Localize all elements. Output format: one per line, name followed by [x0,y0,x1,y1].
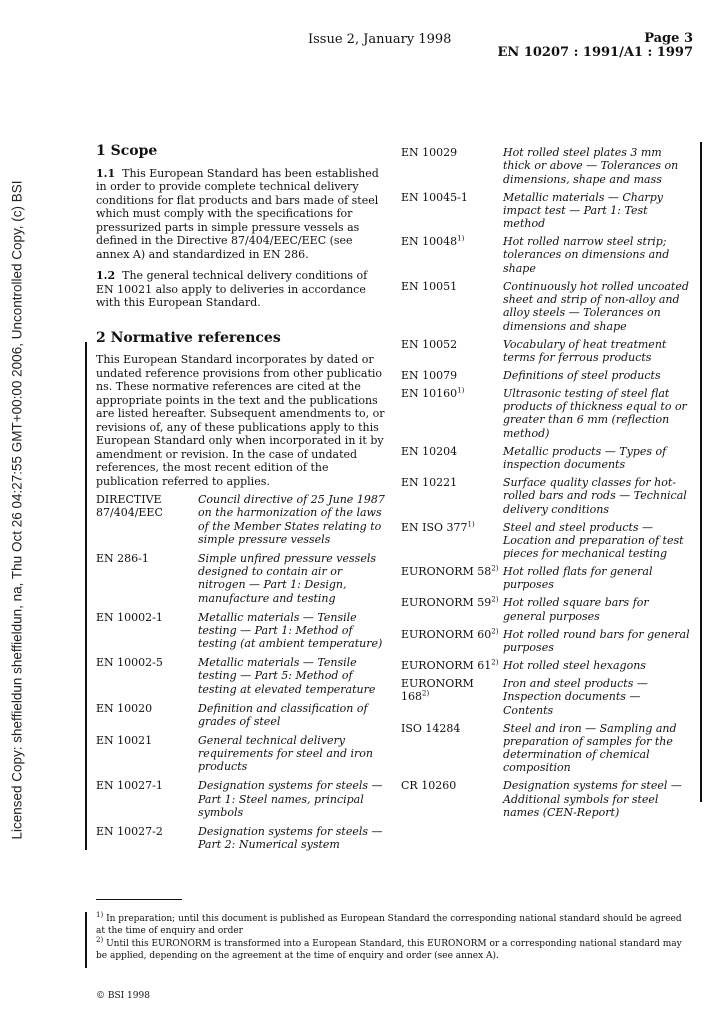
footnote-marker: 1) [457,386,465,395]
footnote-rule [96,899,182,900]
reference-code-text: EN 10002-1 [96,610,163,624]
reference-code [96,702,198,729]
reference-code [401,280,503,333]
footnote-marker: 2) [491,658,499,667]
reference-row [96,656,390,696]
reference-title: Designation systems for steels — Part 1: Steel names, principal symbols [198,779,383,819]
reference-code [96,493,198,546]
reference-title: Continuously hot rolled uncoated sheet and strip of non-alloy and alloy steels — Tolerances on dimensions and shape [503,279,689,333]
reference-code [96,611,198,651]
change-bar-footnote [85,912,87,968]
reference-code [96,779,198,819]
reference-title: Council directive of 25 June 1987 on the harmonization of the laws of the Member States relating to simple pressure vessels [198,493,385,546]
reference-code-text: EN 10048 [401,235,458,249]
reference-code-text: CR 10260 [401,779,457,793]
left-column-text [96,145,386,496]
reference-title: Designation systems for steels — Part 2: Numerical system [198,824,383,851]
issue-date: Issue 2, January 1998 [308,32,452,47]
reference-list-left [96,493,390,857]
footnote-marker: 2) [491,564,499,573]
reference-row [401,235,693,275]
reference-row [96,552,390,605]
reference-code [96,552,198,605]
reference-title: Designation systems for steel — Additional symbols for steel names (CEN-Report) [503,779,682,820]
reference-row [96,493,390,546]
reference-row [401,779,693,819]
reference-row [401,677,693,717]
footnote-mark: 1) [96,911,104,919]
normative-references-text: This European Standard incorporates by dated or undated reference provisions from other publicatio ns. These normative references are cited at the appropriate points in the text and the publications are listed hereafter. Subsequent amendments to, or revisions of, any of these publications apply to this European Standard only when incorporated in it by amendment or revision. In the case of undated references, the most recent edition of the publication referred to applies. [96,353,385,488]
clause-number: 1.1 [96,166,116,180]
reference-row [401,521,693,561]
reference-code-text: EN 10221 [401,476,458,490]
reference-code-text: EURONORM 60 [401,627,492,641]
reference-code [401,779,503,819]
copyright: © BSI 1998 [96,991,150,1001]
reference-code-text: DIRECTIVE 87/404/EEC [96,493,163,520]
reference-code-text: EN 10051 [401,279,458,293]
license-watermark [6,0,28,1024]
license-watermark-text: Licensed Copy: sheffieldun sheffieldun, na, Thu Oct 26 04:27:55 GMT+00:00 2006, Uncontrolled Copy, (c) BSI [9,180,25,840]
reference-row [96,611,390,651]
scope-paragraph-1 [96,167,386,262]
clause-number: 1.2 [96,269,116,282]
reference-row [401,387,693,440]
reference-code [401,596,503,623]
reference-code [401,722,503,775]
normative-references-heading: 2 Normative references [96,329,281,346]
reference-title: Hot rolled flats for general purposes [503,565,653,592]
reference-code-text: EN 10045-1 [401,190,468,204]
reference-title: General technical delivery requirements for steel and iron products [198,733,373,774]
reference-row [401,565,693,592]
reference-title: Metallic products — Types of inspection documents [503,444,667,472]
footnote [96,936,686,962]
reference-row [401,596,693,623]
reference-list-right [401,146,693,824]
footnote [96,911,686,937]
footnote-marker: 2) [422,689,430,698]
standard-number: EN 10207 : 1991/A1 : 1997 [497,45,693,60]
reference-code-text: EN 10052 [401,337,458,351]
reference-title: Definition and classification of grades of steel [198,701,368,728]
page-number: Page 3 [644,31,693,46]
footnote-marker: 1) [457,234,465,243]
reference-code-text: EURONORM 61 [401,659,492,673]
reference-title: Steel and iron — Sampling and preparation of samples for the determination of chemical composition [503,721,677,775]
reference-row [401,445,693,472]
reference-row [401,146,693,186]
reference-code-text: EN 10002-5 [96,656,163,670]
reference-code-text: EURONORM 168 [401,677,474,704]
reference-code [96,825,198,852]
change-bar-left [85,342,87,850]
reference-row [96,734,390,774]
change-bar-right [700,142,702,802]
reference-code-text: EN 286-1 [96,551,149,565]
reference-title: Hot rolled steel hexagons [503,659,646,673]
clause-text: The general technical delivery conditions of EN 10021 also apply to deliveries in accordance with this European Standard. [96,269,368,309]
reference-code-text: EN 10021 [96,733,153,747]
reference-row [96,702,390,729]
reference-code [401,521,503,561]
reference-row [401,659,693,672]
reference-row [401,369,693,382]
reference-code-text: EURONORM 59 [401,596,492,610]
reference-title: Surface quality classes for hot-rolled bars and rods — Technical delivery conditions [503,476,687,516]
reference-row [401,722,693,775]
reference-code [96,656,198,696]
reference-code-text: EN 10160 [401,386,458,400]
reference-row [401,476,693,516]
reference-row [96,779,390,819]
reference-code-text: ISO 14284 [401,721,461,735]
reference-code [401,146,503,186]
reference-row [401,280,693,333]
reference-title: Hot rolled round bars for general purposes [503,627,690,655]
scope-paragraph-2 [96,269,386,310]
reference-title: Hot rolled square bars for general purposes [503,596,649,623]
reference-code [401,369,503,382]
reference-title: Metallic materials — Tensile testing — Part 5: Method of testing at elevated temperature [198,656,376,696]
reference-title: Definitions of steel products [503,368,661,382]
footnote-text: Until this EURONORM is transformed into a European Standard, this EURONORM or a corresponding national standard may be applied, depending on the agreement at the time of enquiry and order (see annex A). [96,939,682,961]
reference-code [401,565,503,592]
footnote-mark: 2) [96,936,104,944]
reference-title: Simple unfired pressure vessels designed to contain air or nitrogen — Part 1: Design, manufacture and testing [198,551,376,605]
reference-row [401,628,693,655]
page-header [498,32,694,60]
reference-title: Ultrasonic testing of steel flat products of thickness equal to or greater than 6 mm (reflection method) [503,386,687,440]
reference-code-text: EURONORM 58 [401,565,492,579]
reference-code [401,387,503,440]
reference-title: Vocabulary of heat treatment terms for ferrous products [503,337,667,364]
reference-code [401,476,503,516]
footnote-marker: 2) [491,627,499,636]
footnote-marker: 2) [491,595,499,604]
reference-row [96,825,390,852]
reference-code [401,191,503,231]
reference-row [401,191,693,231]
reference-code-text: EN 10027-2 [96,824,163,838]
reference-code-text: EN 10027-1 [96,779,163,793]
reference-title: Hot rolled steel plates 3 mm thick or above — Tolerances on dimensions, shape and mass [503,146,679,186]
reference-title: Iron and steel products — Inspection documents — Contents [503,677,648,717]
scope-heading: 1 Scope [96,143,158,159]
footnotes [96,911,686,964]
reference-code [401,235,503,275]
reference-code [96,734,198,774]
reference-code-text: EN 10020 [96,701,153,715]
reference-code [401,659,503,672]
reference-code-text: EN ISO 377 [401,520,468,534]
reference-title: Metallic materials — Charpy impact test — Part 1: Test method [503,190,663,231]
footnote-marker: 1) [467,519,475,528]
reference-code [401,445,503,472]
reference-code [401,628,503,655]
reference-title: Hot rolled narrow steel strip; tolerances on dimensions and shape [503,235,670,275]
reference-code-text: EN 10029 [401,146,458,159]
reference-title: Steel and steel products — Location and preparation of test pieces for mechanical testing [503,520,684,561]
clause-text: This European Standard has been established in order to provide complete technical delivery conditions for flat products and bars made of steel which must comply with the specifications for pressurized parts in simple pressure vessels as defined in the Directive 87/404/EEC/EEC (see annex A) and standardized in EN 286. [96,166,379,261]
reference-code-text: EN 10079 [401,368,458,382]
reference-code [401,338,503,365]
reference-title: Metallic materials — Tensile testing — Part 1: Method of testing (at ambient temperature) [198,610,383,651]
reference-row [401,338,693,365]
reference-code-text: EN 10204 [401,444,458,458]
footnote-text: In preparation; until this document is published as European Standard the corresponding national standard should be agreed at the time of enquiry and order [96,914,682,936]
reference-code [401,677,503,717]
